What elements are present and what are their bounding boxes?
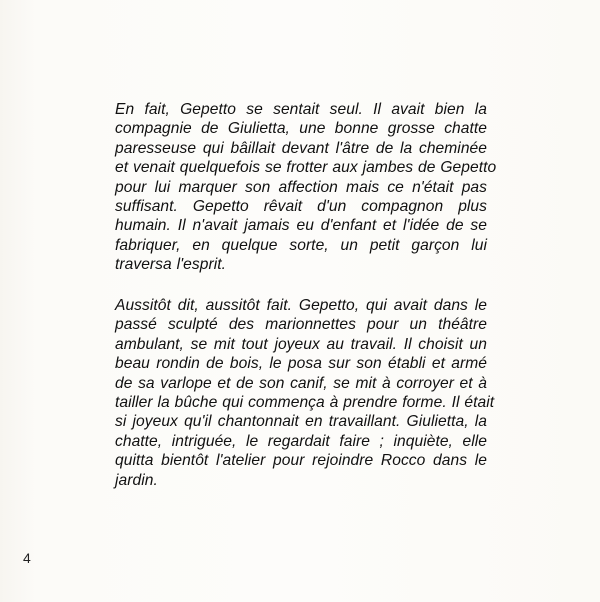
page-number: 4 (23, 550, 31, 566)
paragraph-line: passé sculpté des marionnettes pour un théâtre (115, 316, 487, 334)
paragraph-line: fabriquer, en quelque sorte, un petit garçon lui (115, 236, 487, 254)
paragraph-line: humain. Il n'avait jamais eu d'enfant et l'idée de se (115, 217, 487, 235)
paragraph-line: quitta bientôt l'atelier pour rejoindre Rocco dans le (115, 452, 487, 470)
paragraph-line: si joyeux qu'il chantonnait en travaillant. Giulietta, la (115, 413, 487, 431)
paragraph-line: compagnie de Giulietta, une bonne grosse chatte (115, 120, 487, 138)
paragraph-line: pour lui marquer son affection mais ce n'était pas (115, 178, 487, 196)
paragraph-1 (115, 100, 497, 275)
paragraph-line: beau rondin de bois, le posa sur son établi et armé (115, 355, 487, 373)
paragraph-line: En fait, Gepetto se sentait seul. Il avait bien la (115, 101, 487, 118)
paragraph-2 (115, 296, 495, 490)
paragraph-line: paresseuse qui bâillait devant l'âtre de la cheminée (115, 139, 487, 157)
paragraph-line: de sa varlope et de son canif, se mit à corroyer et à (115, 374, 487, 392)
paragraph-line: jardin. (115, 471, 158, 489)
paragraph-line: Aussitôt dit, aussitôt fait. Gepetto, qui avait dans le (115, 297, 487, 314)
paragraph-line: ambulant, se mit tout joyeux au travail. Il choisit un (115, 335, 487, 353)
paragraph-line: suffisant. Gepetto rêvait d'un compagnon plus (115, 197, 487, 215)
paragraph-line: tailler la bûche qui commença à prendre forme. Il était (115, 393, 495, 411)
paragraph-line: chatte, intriguée, le regardait faire ; inquiète, elle (115, 432, 487, 450)
paragraph-line: et venait quelquefois se frotter aux jambes de Gepetto (115, 159, 497, 177)
paragraph-line: traversa l'esprit. (115, 256, 226, 274)
